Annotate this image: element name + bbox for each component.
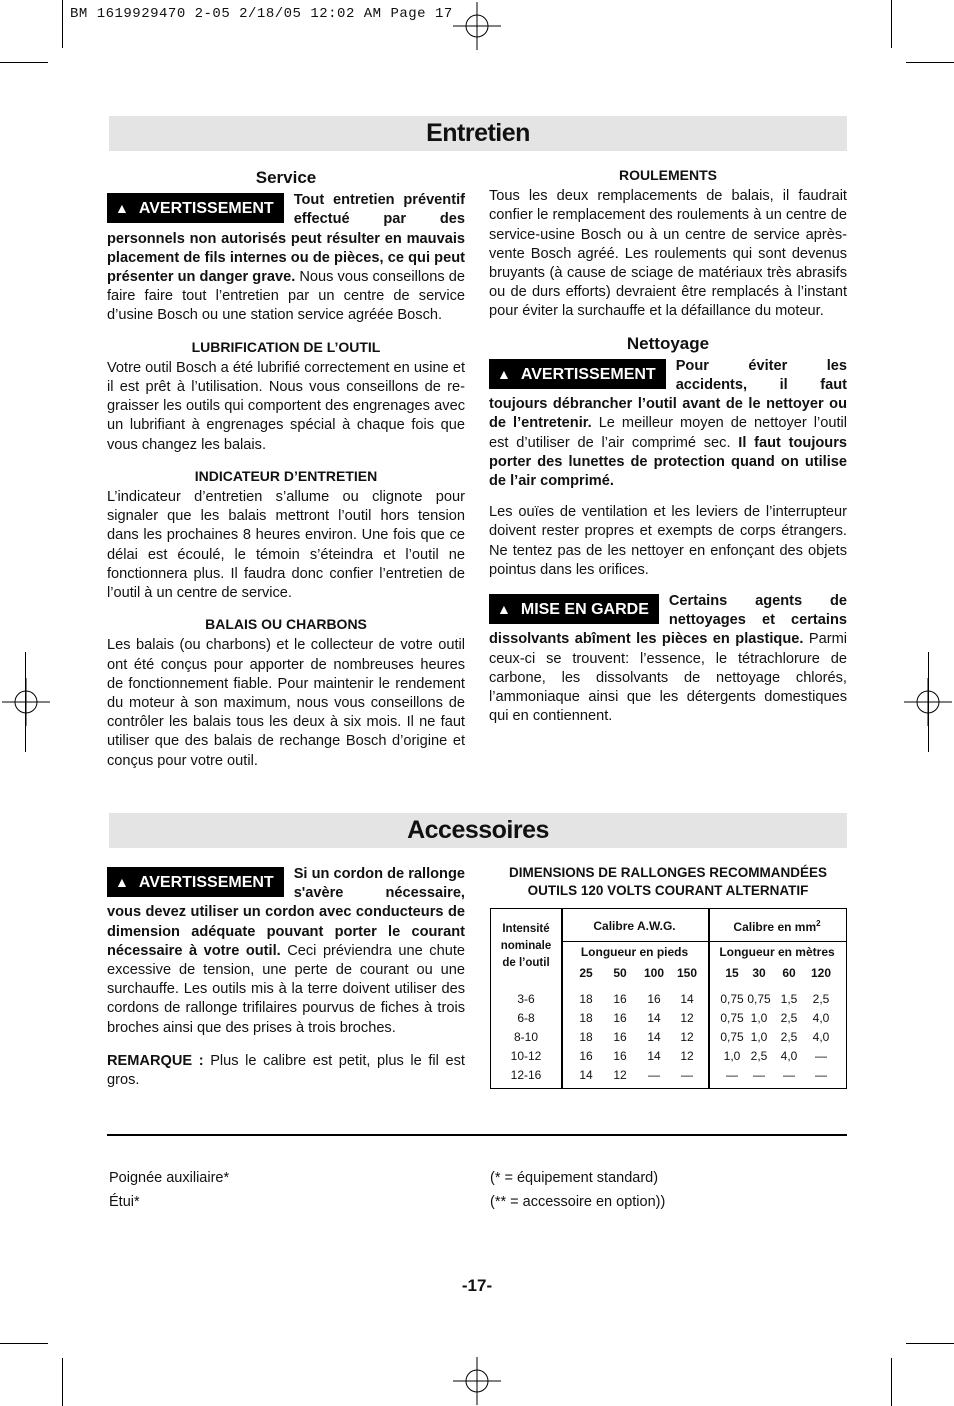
legend (490, 1166, 665, 1214)
registration-mark-icon (453, 1357, 501, 1405)
crop-mark (62, 1358, 63, 1406)
balais-text: Les balais (ou charbons) et le collecteur de votre outil ont été conçus pour apporter de nombreuses heures de fonctionnement fiable. Pour maintenir le rendement du moteur à son maximum, nous vous conseillons de contrôler les balais tous les deux à six mois. Il ne faut utiliser que des balais de rechange Bosch d’origine et conçus pour votre outil. (107, 637, 465, 769)
nettoyage-heading: Nettoyage (626, 333, 710, 353)
mm-cell: 2,5 (780, 1030, 798, 1044)
awg-cell: 12 (680, 1030, 694, 1044)
table-divider (708, 909, 710, 1088)
awg-cell: 18 (579, 1011, 593, 1025)
registration-mark-icon (453, 2, 501, 50)
awg-cell: — (648, 1068, 660, 1082)
mm-cell: 2,5 (780, 1011, 798, 1025)
print-slug: BM 1619929470 2-05 2/18/05 12:02 AM Page 17 (70, 6, 453, 22)
awg-cell: 14 (680, 992, 694, 1006)
left-column (107, 168, 465, 783)
crop-mark (906, 1343, 954, 1344)
awg-cell: 16 (613, 992, 627, 1006)
warning-triangle-icon: ▲ (497, 601, 511, 618)
mm-cell: 2,5 (812, 992, 830, 1006)
awg-cell: 14 (647, 1049, 661, 1063)
mm-cell: 1,0 (723, 1049, 741, 1063)
feet-length-label: 100 (643, 966, 665, 980)
awg-cell: 18 (579, 1030, 593, 1044)
mm-cell: 4,0 (812, 1011, 830, 1025)
mm-cell: 2,5 (750, 1049, 768, 1063)
awg-cell: 18 (579, 992, 593, 1006)
awg-cell: — (681, 1068, 693, 1082)
amp-range-cell: 8-10 (513, 1030, 539, 1044)
mm-cell: — (815, 1068, 827, 1082)
meters-length-label: 120 (810, 966, 832, 980)
nettoyage-warning: ▲ AVERTISSEMENT Pour éviter les accidents, il faut toujours débrancher l’outil avant de le nettoyer ou de l’entretenir. Le meilleur moyen de nettoyer l’outil est d’utiliser de l’air comprimé sec. Il faut toujours porter des lunettes de protection quand on utilise de l’air comprimé. (489, 357, 847, 490)
extension-cord-table (490, 908, 847, 1089)
accessoires-left-column (107, 865, 465, 1102)
crop-mark (891, 1358, 892, 1406)
caution-badge: ▲ MISE EN GARDE (489, 594, 659, 624)
subheader-feet: Longueur en pieds (580, 945, 689, 959)
registration-mark-icon (2, 678, 50, 726)
roulements-text: Tous les deux remplacements de balais, il faudrait confier le remplacement des roulements à un centre de service-usine Bosch ou à un centre de service après-vente Bosch agréé. Les roulements qui sont devenus bruyants (à cause de sciage de matériaux très abrasifs ou de durs efforts) devraient être remplacés à l’instant pour éviter la surchauffe et la défaillance du moteur. (489, 188, 847, 320)
mm-cell: 4,0 (812, 1030, 830, 1044)
awg-cell: 16 (613, 1011, 627, 1025)
col-header-mm: Calibre en $mm^2$ (733, 919, 821, 934)
crop-mark (906, 62, 954, 63)
accessory-item: Poignée auxiliaire* (109, 1170, 230, 1186)
nettoyage-caution: ▲ MISE EN GARDE Certains agents de nettoyages et certains dissolvants abîment les pièces en plastique. Parmi ceux-ci se trouvent: l’essence, le tétrachlorure de carbone, les dissolvants de nettoyage chlorés, l’ammoniaque ainsi que les détergents domestiques qui en contiennent. (489, 593, 847, 725)
crop-mark (928, 652, 929, 752)
crop-mark (25, 652, 26, 752)
awg-cell: 12 (613, 1068, 627, 1082)
awg-cell: 16 (613, 1049, 627, 1063)
awg-cell: 16 (647, 992, 661, 1006)
section-title-accessoires: Accessoires (109, 813, 847, 848)
mm-cell: 0,75 (720, 1011, 744, 1025)
page-number: -17- (461, 1276, 493, 1295)
service-heading: Service (255, 168, 317, 187)
awg-cell: 14 (579, 1068, 593, 1082)
table-divider (561, 941, 846, 942)
awg-cell: 12 (680, 1049, 694, 1063)
mm-cell: 0,75 (720, 1030, 744, 1044)
feet-length-label: 50 (613, 966, 627, 980)
indicateur-heading: INDICATEUR D’ENTRETIEN (194, 467, 378, 484)
awg-cell: 14 (647, 1011, 661, 1025)
right-column (489, 166, 847, 738)
balais-heading: BALAIS OU CHARBONS (205, 616, 367, 633)
amp-range-cell: 3-6 (517, 992, 535, 1006)
mm-cell: 4,0 (780, 1049, 798, 1063)
accessory-item: Étui* (109, 1194, 140, 1210)
awg-cell: 12 (680, 1011, 694, 1025)
divider-rule (107, 1134, 847, 1136)
crop-mark (0, 1343, 48, 1344)
mm-cell: — (783, 1068, 795, 1082)
warning-badge: ▲ AVERTISSEMENT (107, 867, 284, 897)
amp-range-cell: 10-12 (510, 1049, 542, 1063)
table-title: DIMENSIONS DE RALLONGES RECOMMANDÉES OUTILS 120 VOLTS COURANT ALTERNATIF (508, 865, 828, 898)
awg-cell: 16 (613, 1030, 627, 1044)
remark: REMARQUE : Plus le calibre est petit, plus le fil est gros. (107, 1052, 465, 1089)
amp-range-cell: 6-8 (517, 1011, 535, 1025)
mm-cell: — (726, 1068, 738, 1082)
section-title-entretien: Entretien (109, 116, 847, 151)
warning-triangle-icon: ▲ (497, 365, 511, 382)
roulements-heading: ROULEMENTS (619, 167, 717, 183)
mm-cell: — (815, 1049, 827, 1063)
mm-cell: — (753, 1068, 765, 1082)
crop-mark (62, 0, 63, 48)
accessory-list (109, 1166, 229, 1214)
nettoyage-para: Les ouïes de ventilation et les leviers de l’interrupteur doivent rester propres et exempts de corps étrangers. Ne tentez pas de les nettoyer en enfonçant des objets pointus dans les orifices. (489, 504, 847, 578)
col-header-awg: Calibre A.W.G. (593, 919, 676, 933)
lubrification-text: Votre outil Bosch a été lubrifié correctement en usine et il est prêt à l’utilisation. Nous vous conseillons de re-graisser les outils qui comportent des engrenages avec un lubrifiant à engrenages spécial à chaque fois que vous changez les balais. (107, 359, 465, 453)
meters-length-label: 60 (782, 966, 796, 980)
col-header-intensite: Intensité nominale de l’outil (500, 923, 552, 969)
meters-length-label: 15 (725, 966, 739, 980)
mm-cell: 1,0 (750, 1011, 768, 1025)
warning-badge: ▲ AVERTISSEMENT (107, 193, 284, 223)
warning-triangle-icon: ▲ (115, 874, 129, 890)
indicateur-text: L’indicateur d’entretien s’allume ou clignote pour signaler que les balais mettront l’outil hors tension dans les prochaines 8 heures environ. Une fois que ce délai est écoulé, le témoin s’éteindra et l’outil ne fonctionnera plus. Il faudra donc confier l’entretien de l’outil à un centre de service. (107, 489, 465, 602)
feet-length-label: 25 (579, 966, 593, 980)
legend-item: (* = équipement standard) (490, 1170, 659, 1186)
awg-cell: 16 (579, 1049, 593, 1063)
meters-length-label: 30 (752, 966, 766, 980)
accessoires-warning: ▲ AVERTISSEMENT Si un cordon de rallonge s'avère nécessaire, vous devez utiliser un cordon avec conducteurs de dimension adéquate pouvant porter le courant nécessaire à votre outil. Ceci préviendra une chute excessive de tension, une perte de courant ou une surchauffe. Les outils mis à la terre doivent utiliser des cordons de rallonge trifilaires pourvus de fiches à trois broches ainsi que des prises à trois broches. (107, 866, 465, 1036)
table-divider (561, 909, 563, 1088)
crop-mark (891, 0, 892, 48)
crop-mark (0, 62, 48, 63)
feet-length-label: 150 (676, 966, 698, 980)
subheader-meters: Longueur en mètres (719, 945, 835, 959)
legend-item: (** = accessoire en option)) (490, 1194, 666, 1210)
awg-cell: 14 (647, 1030, 661, 1044)
mm-cell: 1,0 (750, 1030, 768, 1044)
amp-range-cell: 12-16 (510, 1068, 542, 1082)
mm-cell: 0,75 (720, 992, 744, 1006)
warning-triangle-icon: ▲ (115, 200, 129, 217)
mm-cell: 0,75 (747, 992, 771, 1006)
mm-cell: 1,5 (780, 992, 798, 1006)
lubrification-heading: LUBRIFICATION DE L’OUTIL (191, 338, 381, 355)
warning-badge: ▲ AVERTISSEMENT (489, 359, 666, 389)
service-warning: ▲ AVERTISSEMENT Tout entretien préventif effectué par des personnels non autorisés peut résulter en mauvais placement de fils internes ou de pièces, ce qui peut présenter un danger grave. Nous vous conseillons de faire faire tout l’entretien par un centre de service d’usine Bosch ou une station service agréée Bosch. (107, 192, 465, 324)
